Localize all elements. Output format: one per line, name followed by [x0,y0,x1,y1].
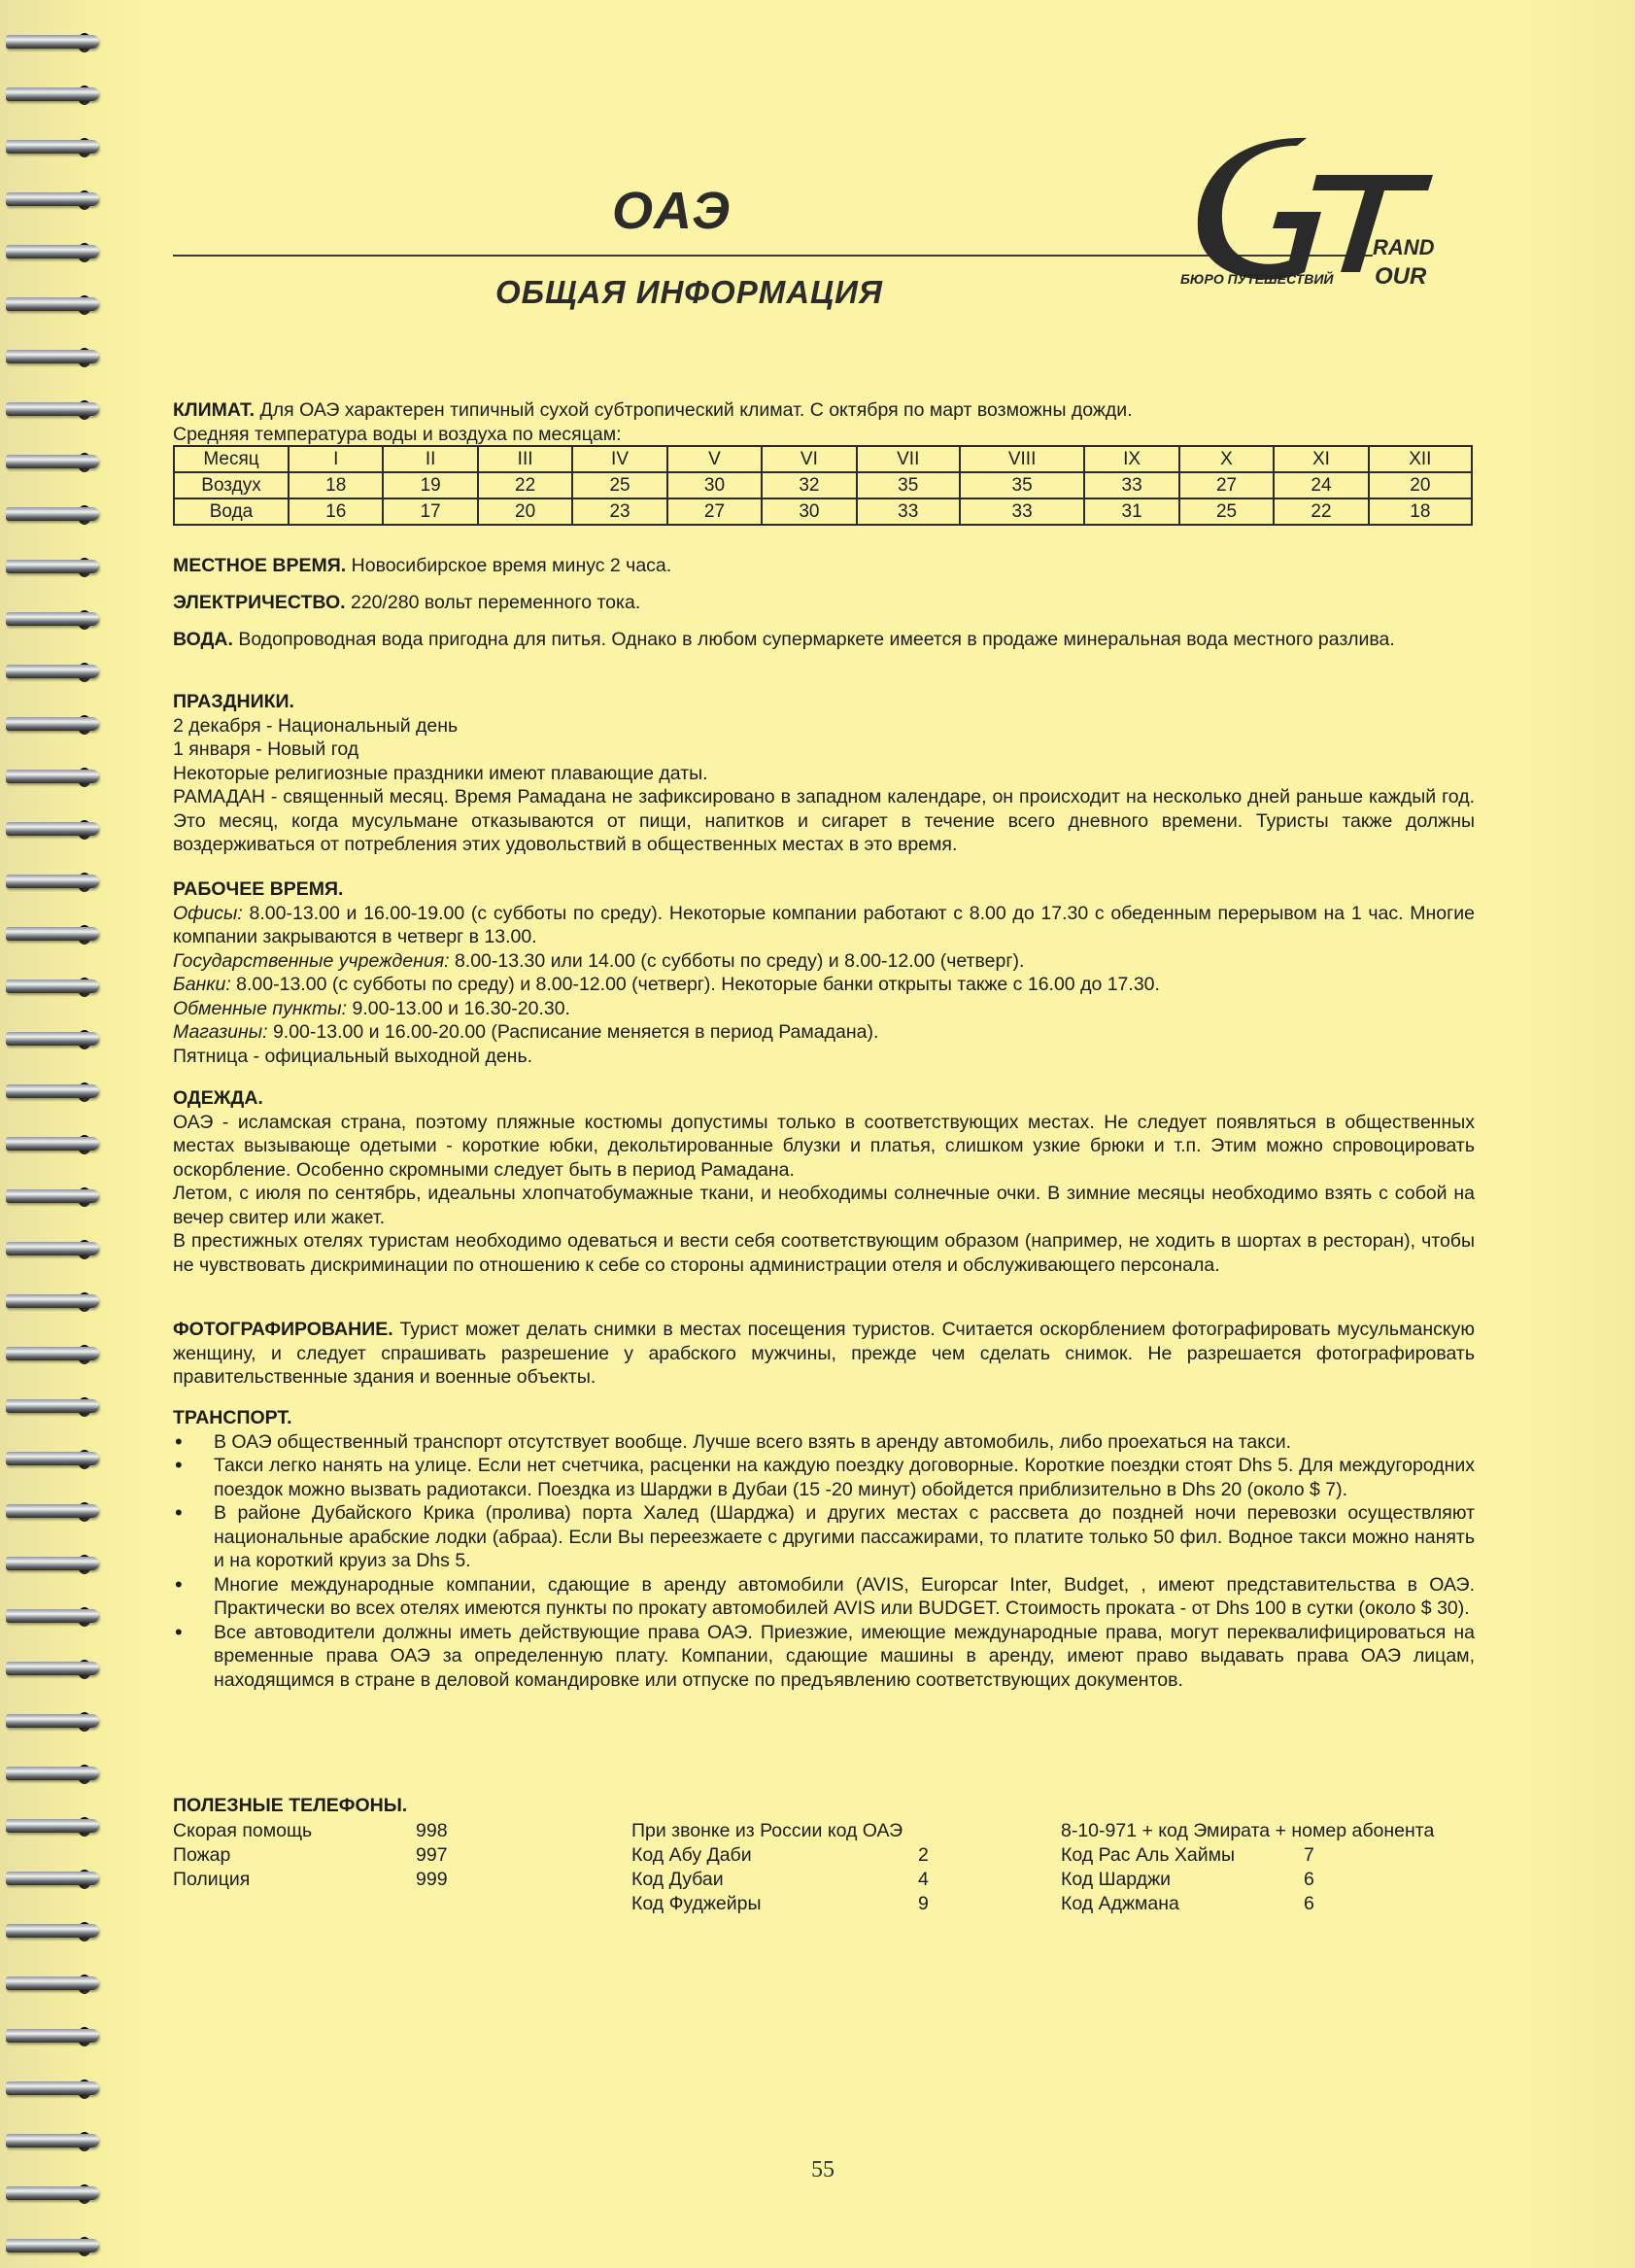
spiral-coil [6,1551,103,1580]
coil-wire [6,2081,99,2095]
temperature-table [173,445,1473,526]
spiral-coil [6,1656,103,1685]
coil-wire [6,1819,99,1833]
spiral-coil [6,396,103,426]
coil-wire [6,1399,99,1413]
friday-text: Пятница - официальный выходной день. [173,1045,533,1067]
table-cell: 33 [857,498,960,525]
table-cell: 27 [667,498,762,525]
spiral-coil [6,1393,103,1423]
spiral-coil [6,82,103,111]
table-cell: 32 [762,472,856,498]
coil-wire [6,192,99,206]
phone-number: 998 [416,1820,448,1841]
spiral-coil [6,2233,103,2262]
climate-section [173,398,1475,446]
clothing-heading: ОДЕЖДА. [173,1087,263,1109]
phones-heading: ПОЛЕЗНЫЕ ТЕЛЕФОНЫ. [173,1795,408,1816]
coil-wire [6,717,99,731]
table-cell: 22 [478,472,572,498]
spiral-coil [6,1341,103,1370]
coil-wire [6,455,99,468]
climate-table-caption: Средняя температура воды и воздуха по месяцам: [173,423,622,445]
coil-wire [6,1294,99,1308]
spiral-coil [6,29,103,58]
table-cell: 33 [1084,472,1178,498]
list-item: • Все автоводители должны иметь действующие права ОАЭ. Приезжие, имеющие международные права, могут переквалифицироваться на временные права ОАЭ за определенную плату. Компании, сдающие машины в аренду, имеют право выдавать права ОАЭ лицам, находящимся в стране в деловой командировке или отпуске по предъявлению соответствующих документов. [173,1621,1475,1693]
coil-wire [6,1347,99,1360]
coil-wire [6,1137,99,1151]
coil-wire [6,1714,99,1728]
table-cell: 20 [1369,472,1472,498]
coil-wire [6,1084,99,1098]
spiral-coil [6,239,103,268]
svg-text:RAND: RAND [1373,235,1435,259]
table-cell: 35 [960,472,1084,498]
spiral-coil [6,1498,103,1528]
holiday-line: 1 января - Новый год [173,739,359,760]
coil-wire [6,297,99,311]
logo-mark-icon [1180,136,1462,292]
transport-heading: ТРАНСПОРТ. [173,1407,292,1428]
photography-text: Турист может делать снимки в местах посещения туристов. Считается оскорблением фотографировать мусульманскую женщину, и следует спрашивать разрешение у арабского мужчины, прежде чем сделать снимок. Не разрешается фотографировать правительственные здания и военные объекты. [173,1319,1475,1388]
shops-label: Магазины: [173,1021,268,1043]
table-cell: 24 [1274,472,1368,498]
clothing-paragraph: Летом, с июля по сентябрь, идеальны хлопчатобумажные ткани, и необходимы солнечные очки. В зимние месяцы необходимо взять с собой на вечер свитер или жакет. [173,1183,1475,1228]
transport-section [173,1406,1475,1692]
table-cell: 27 [1179,472,1274,498]
country-codes [631,1819,929,1916]
photography-section [173,1318,1475,1390]
climate-text: Для ОАЭ характерен типичный сухой субтропический климат. С октября по март возможны дожди. [259,399,1133,421]
month-cell: IX [1084,446,1178,472]
spiral-coil [6,816,103,845]
phone-number: 997 [416,1844,448,1866]
local-time-text: Новосибирское время минус 2 часа. [351,555,672,576]
electricity-section [173,591,1475,615]
spiral-coil [6,921,103,950]
svg-text:OUR: OUR [1375,263,1427,290]
coil-wire [6,1976,99,1990]
coil-wire [6,350,99,363]
coil-wire [6,979,99,993]
electricity-heading: ЭЛЕКТРИЧЕСТВО. [173,592,346,613]
code-number: 4 [918,1869,929,1890]
spiral-coil [6,1813,103,1842]
clothing-section [173,1086,1475,1277]
spiral-coil [6,1131,103,1160]
spiral-coil [6,1708,103,1737]
coil-wire [6,140,99,154]
phone-label: Скорая помощь [173,1820,313,1841]
list-item: • Многие международные компании, сдающие в аренду автомобили (AVIS, Europcar Inter, Budget, , имеют представительства в ОАЭ. Практически во всех отелях имеются пункты по прокату автомобилей AVIS или BUDGET. Стоимость проката - от Dhs 100 в сутки (около $ 30). [173,1573,1475,1621]
logo-tagline: БЮРО ПУТЕШЕСТВИЙ [1180,271,1334,287]
spiral-coil [6,2023,103,2052]
spiral-coil [6,449,103,478]
electricity-text: 220/280 вольт переменного тока. [350,592,641,613]
work-hours-section [173,877,1475,1068]
table-cell: 33 [960,498,1084,525]
list-item: • В ОАЭ общественный транспорт отсутствует вообще. Лучше всего взять в аренду автомобиль, либо проехаться на такси. [173,1430,1475,1455]
coil-wire [6,665,99,678]
month-cell: II [383,446,477,472]
table-cell: 30 [667,472,762,498]
table-cell: 18 [1369,498,1472,525]
row-label: Вода [174,498,289,525]
local-time-heading: МЕСТНОЕ ВРЕМЯ. [173,555,347,576]
shops-text: 9.00-13.00 и 16.00-20.00 (Расписание меняется в период Рамадана). [272,1021,879,1043]
spiral-coil [6,2181,103,2210]
table-cell: 30 [762,498,856,525]
water-section [173,628,1475,652]
list-item: • Такси легко нанять на улице. Если нет счетчика, расценки на каждую поездку договорные. Короткие поездки стоят Dhs 5. Для междугородних поездок можно вызвать радиотакси. Поездка из Шарджи в Дубаи (15 -20 минут) обойдется приблизительно в Dhs 20 (около $ 7). [173,1454,1475,1501]
month-cell: V [667,446,762,472]
coil-wire [6,927,99,941]
coil-wire [6,2239,99,2252]
coil-wire [6,1662,99,1675]
spiral-coil [6,974,103,1003]
coil-wire [6,2186,99,2200]
holidays-heading: ПРАЗДНИКИ. [173,691,294,712]
spiral-coil [6,292,103,321]
spiral-coil [6,1026,103,1055]
table-cell: 25 [572,472,666,498]
climate-heading: КЛИМАТ. [173,399,255,421]
code-number: 6 [1304,1893,1314,1914]
coil-wire [6,2029,99,2043]
page-subtitle: ОБЩАЯ ИНФОРМАЦИЯ [495,274,883,310]
spiral-coil [6,134,103,163]
code-label: Код Дубаи [631,1869,724,1890]
code-label: Код Аджмана [1061,1893,1179,1914]
coil-wire [6,507,99,521]
emirate-codes [1061,1819,1434,1916]
table-row [174,498,1472,525]
table-cell: 25 [1179,498,1274,525]
work-hours-heading: РАБОЧЕЕ ВРЕМЯ. [173,878,344,900]
coil-wire [6,560,99,573]
holidays-section [173,690,1475,857]
table-cell: 35 [857,472,960,498]
spiral-coil [6,501,103,531]
coil-wire [6,35,99,49]
offices-text: 8.00-13.00 и 16.00-19.00 (с субботы по среду). Некоторые компании работают с 8.00 до 17.30 с обеденным перерывом на 1 час. Многие компании закрываются в четверг в 13.00. [173,902,1475,947]
spiral-coil [6,1971,103,2000]
exchange-text: 9.00-13.00 и 16.30-20.30. [352,997,570,1019]
phone-number: 999 [416,1869,448,1890]
code-label: Код Фуджейры [631,1893,762,1914]
table-cell: 23 [572,498,666,525]
spiral-coil [6,711,103,740]
phone-label: Полиция [173,1869,251,1890]
exchange-label: Обменные пункты: [173,997,348,1019]
coil-wire [6,1032,99,1046]
code-number: 2 [918,1844,929,1866]
spiral-coil [6,554,103,583]
table-cell: 19 [383,472,477,498]
coil-wire [6,1767,99,1780]
gov-label: Государственные учреждения: [173,949,450,972]
spiral-coil [6,1603,103,1632]
month-cell: XI [1274,446,1368,472]
emergency-phones [173,1819,448,1892]
transport-list [173,1430,1475,1693]
ramadan-text: РАМАДАН - священный месяц. Время Рамадана не зафиксировано в западном календаре, он происходит на несколько дней раньше каждый год. Это месяц, когда мусульмане отказываются от пищи, напитков и сигарет в течение всего дневного времени. Туристы также должны воздерживаться от потребления этих удовольствий в общественных местах в это время. [173,786,1475,855]
clothing-paragraph: ОАЭ - исламская страна, поэтому пляжные костюмы допустимы только в соответствующих местах. Не следует появляться в общественных местах вызывающе одетыми - короткие юбки, декольтированные блузки и платья, слишком узкие брюки и т.п. Этим можно спровоцировать оскорбление. Особенно скромными следует быть в период Рамадана. [173,1111,1475,1181]
table-row [174,472,1472,498]
spiral-coil [6,764,103,793]
coil-wire [6,87,99,101]
page-number: 55 [811,2157,835,2182]
page-title: ОАЭ [612,182,733,240]
holiday-line: Некоторые религиозные праздники имеют плавающие даты. [173,762,708,784]
spiral-coil [6,187,103,216]
banks-label: Банки: [173,974,231,995]
spiral-binding [0,0,107,2268]
water-heading: ВОДА. [173,629,233,650]
code-label: Код Рас Аль Хаймы [1061,1844,1236,1866]
spiral-coil [6,1079,103,1108]
phone-label: Пожар [173,1844,231,1866]
coil-wire [6,770,99,783]
coil-wire [6,1242,99,1255]
spiral-coil [6,1184,103,1213]
month-cell: VI [762,446,856,472]
table-cell: 18 [289,472,383,498]
gov-text: 8.00-13.30 или 14.00 (с субботы по среду) и 8.00-12.00 (четверг). [454,949,1025,972]
banks-text: 8.00-13.00 (с субботы по среду) и 8.00-12.00 (четверг). Некоторые банки открыты также с 16.00 до 17.30. [236,974,1160,995]
coil-wire [6,1504,99,1518]
coil-wire [6,2134,99,2148]
photography-heading: ФОТОГРАФИРОВАНИЕ. [173,1319,393,1340]
month-cell: IV [572,446,666,472]
spiral-coil [6,1289,103,1318]
coil-wire [6,875,99,888]
coil-wire [6,1557,99,1570]
code-number: 7 [1304,1844,1314,1866]
grand-tour-logo [1180,136,1462,292]
table-cell: 16 [289,498,383,525]
month-cell: XII [1369,446,1472,472]
code-label: Код Абу Даби [631,1844,752,1866]
table-header-row [174,446,1472,472]
spiral-coil [6,1761,103,1790]
coil-wire [6,1924,99,1938]
spiral-coil [6,869,103,898]
code-number: 6 [1304,1869,1314,1890]
spiral-coil [6,659,103,688]
row-label: Воздух [174,472,289,498]
month-cell: VIII [960,446,1084,472]
coil-wire [6,822,99,836]
month-cell: VII [857,446,960,472]
month-cell: X [1179,446,1274,472]
coil-wire [6,1609,99,1623]
coil-wire [6,402,99,416]
spiral-coil [6,1918,103,1947]
code-label: 8-10-971 + код Эмирата + номер абонента [1061,1820,1435,1841]
coil-wire [6,1872,99,1885]
clothing-paragraph: В престижных отелях туристам необходимо одеваться и вести себя соответствующим образом (например, не ходить в шортах в ресторан), чтобы не чувствовать дискриминации по отношению к себе со стороны администрации отеля и обслуживающего персонала. [173,1230,1475,1276]
code-label: При звонке из России код ОАЭ [631,1820,903,1841]
month-cell: I [289,446,383,472]
table-header-label: Месяц [174,446,289,472]
month-cell: III [478,446,572,472]
table-cell: 31 [1084,498,1178,525]
water-text: Водопроводная вода пригодна для питья. Однако в любом супермаркете имеется в продаже минеральная вода местного разлива. [238,629,1395,650]
offices-label: Офисы: [173,902,243,924]
spiral-coil [6,606,103,636]
coil-wire [6,1452,99,1465]
table-cell: 17 [383,498,477,525]
table-cell: 22 [1274,498,1368,525]
list-item: • В районе Дубайского Крика (пролива) порта Халед (Шарджа) и других местах с рассвета до поздней ночи перевозки осуществляют национальные арабские лодки (абраа). Если Вы переезжаете с другими пассажирами, то платите только 50 фил. Водное такси можно нанять и на короткий круиз за Dhs 5. [173,1501,1475,1573]
phones-heading-wrap [173,1794,1475,1818]
local-time-section [173,554,1475,578]
holiday-line: 2 декабря - Национальный день [173,714,459,737]
code-label: Код Шарджи [1061,1869,1172,1890]
table-cell: 20 [478,498,572,525]
spiral-coil [6,1866,103,1895]
spiral-coil [6,1446,103,1475]
coil-wire [6,245,99,258]
spiral-coil [6,2076,103,2105]
spiral-coil [6,2128,103,2157]
coil-wire [6,1189,99,1203]
spiral-coil [6,344,103,373]
code-number: 9 [918,1893,929,1914]
spiral-coil [6,1236,103,1265]
coil-wire [6,612,99,626]
